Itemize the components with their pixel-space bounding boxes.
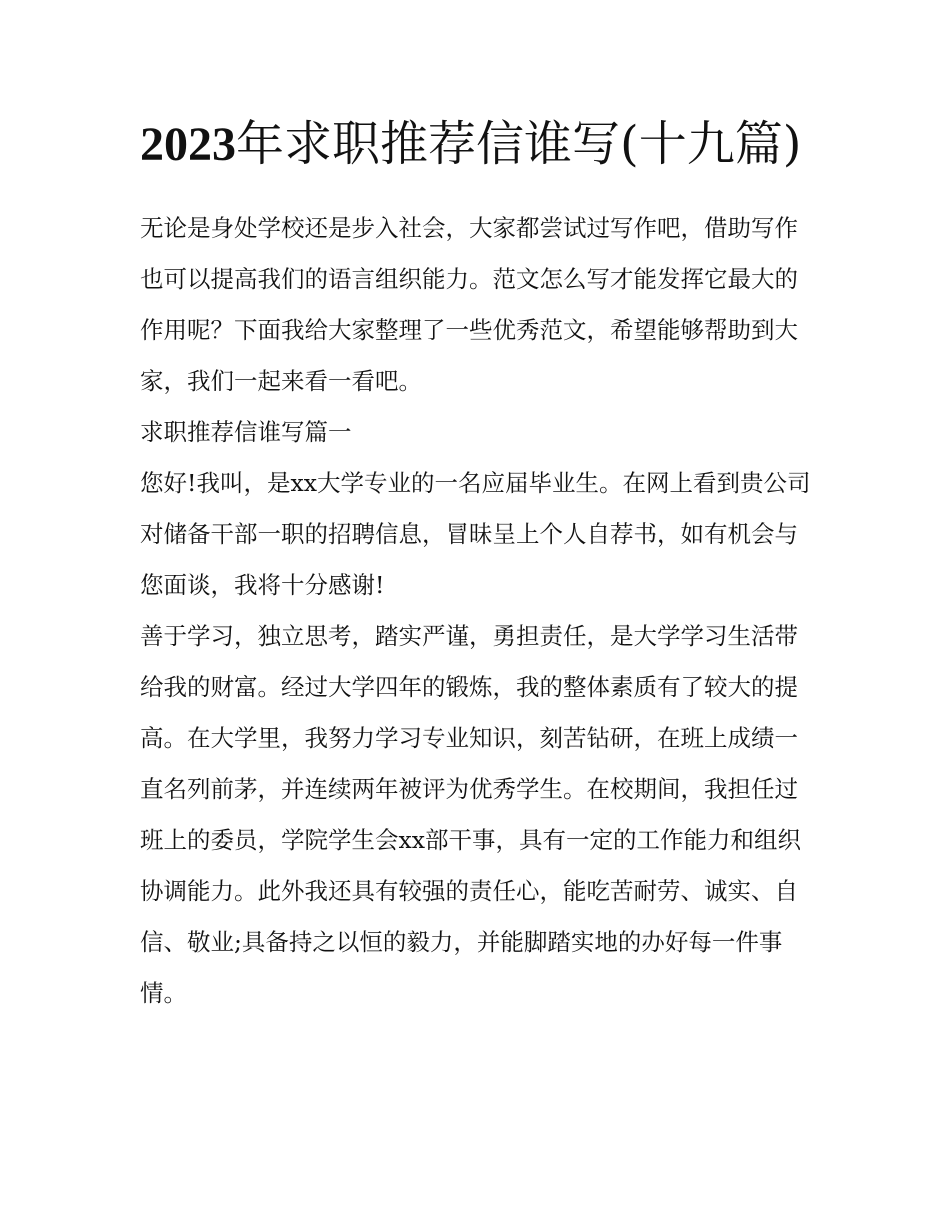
document-content: [140, 108, 812, 1019]
document-title: [140, 108, 812, 181]
intro-paragraph: 无论是身处学校还是步入社会，大家都尝试过写作吧，借助写作也可以提高我们的语言组织能力。范文怎么写才能发挥它最大的作用呢？下面我给大家整理了一些优秀范文，希望能够帮助到大家，我们一起来看一看吧。: [140, 214, 798, 395]
body-paragraph: 善于学习，独立思考，踏实严谨，勇担责任，是大学学习生活带给我的财富。经过大学四年的锻炼，我的整体素质有了较大的提高。在大学里，我努力学习专业知识，刻苦钻研，在班上成绩一直名列前茅，并连续两年被评为优秀学生。在校期间，我担任过班上的委员，学院学生会xx部干事，具有一定的工作能力和组织协调能力。此外我还具有较强的责任心，能吃苦耐劳、诚实、自信、敬业;具备持之以恒的毅力，并能脚踏实地的办好每一件事情。: [140, 622, 802, 1007]
greeting-paragraph: 您好!我叫，是xx大学专业的一名应届毕业生。在网上看到贵公司对储备干部一职的招聘信息，冒昧呈上个人自荐书，如有机会与您面谈，我将十分感谢!: [140, 469, 811, 599]
section-heading: 求职推荐信谁写篇一: [140, 418, 352, 446]
title-text: 年求职推荐信谁写(十九篇): [236, 116, 802, 172]
document-body: [140, 203, 812, 1019]
title-year: 2023: [140, 118, 236, 171]
